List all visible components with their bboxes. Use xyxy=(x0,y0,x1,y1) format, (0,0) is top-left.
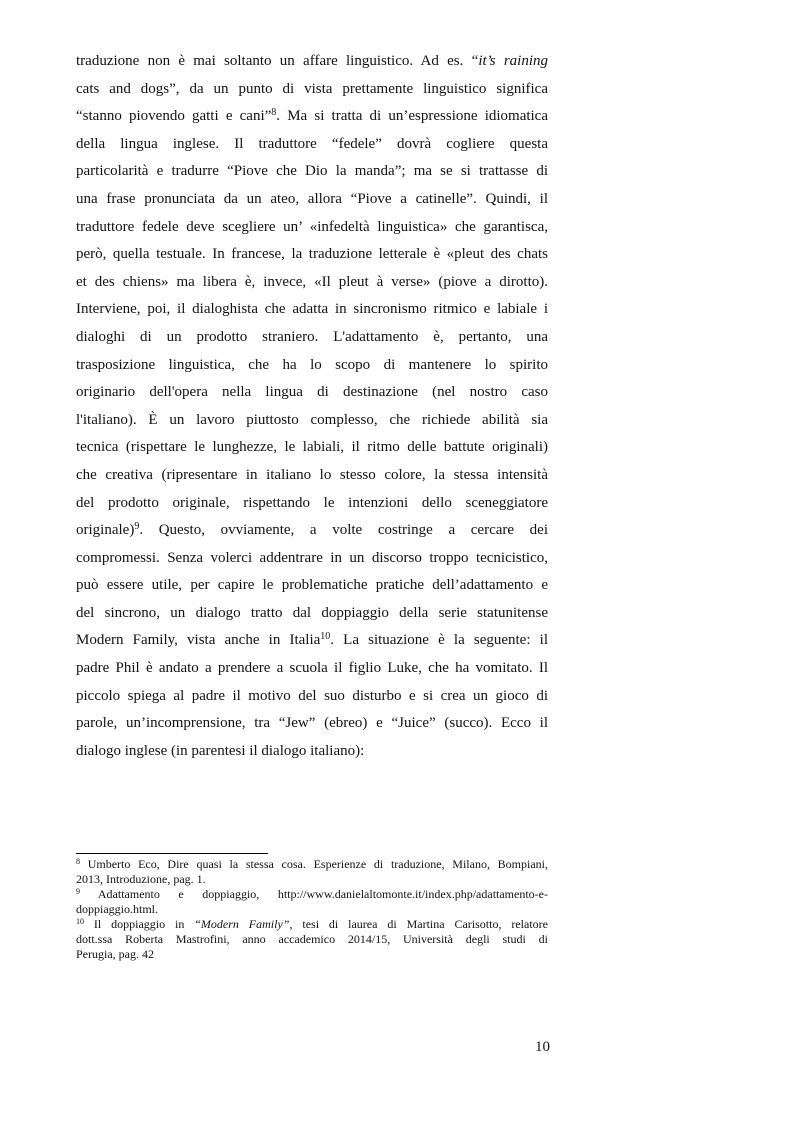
body-line: una frase pronunciata da un ateo, allora “Piove a catinelle”. Quindi, il xyxy=(76,190,548,207)
body-line: tecnica (rispettare le lunghezze, le labiali, il ritmo delle battute originali) xyxy=(76,439,548,456)
footnote-ref: 10 xyxy=(320,631,331,643)
body-line: padre Phil è andato a prendere a scuola il figlio Luke, che ha vomitato. Il xyxy=(76,660,548,677)
body-line: può essere utile, per capire le problematiche pratiche dell’adattamento e xyxy=(76,577,548,594)
body-line: Interviene, poi, il dialoghista che adatta in sincronismo ritmico e labiale i xyxy=(76,301,548,318)
footnotes xyxy=(76,853,548,962)
body-line: dialogo inglese (in parentesi il dialogo italiano): xyxy=(76,742,365,759)
body-line: che creativa (ripresentare in italiano lo stesso colore, la stessa intensità xyxy=(76,466,548,483)
body-line: et des chiens» ma libera è, invece, «Il pleut à verse» (piove a dirotto). xyxy=(76,273,548,290)
footnote-number: 9 xyxy=(76,887,80,896)
footnote-number: 10 xyxy=(76,917,84,926)
page-number: 10 xyxy=(535,1039,550,1055)
body-line: trasposizione linguistica, che ha lo scopo di mantenere lo spirito xyxy=(76,356,548,373)
body-line: originale)$^9$. Questo, ovviamente, a volte costringe a cercare dei xyxy=(76,521,548,539)
body-line: cats and dogs”, da un punto di vista prettamente linguistico significa xyxy=(76,80,548,97)
body-line: del prodotto originale, rispettando le intenzioni dello sceneggiatore xyxy=(76,494,548,511)
body-text xyxy=(76,48,548,765)
footnote-separator xyxy=(76,853,268,854)
body-line: originario dell'opera nella lingua di destinazione (nel nostro caso xyxy=(76,384,548,401)
body-line: però, quella testuale. In francese, la traduzione letterale è «pleut des chats xyxy=(76,246,548,263)
footnote-number: 8 xyxy=(76,857,80,866)
footnote-line: 2013, Introduzione, pag. 1. xyxy=(76,872,206,886)
body-line: parole, un’incomprensione, tra “Jew” (ebreo) e “Juice” (succo). Ecco il xyxy=(76,715,548,732)
body-line: compromessi. Senza volerci addentrare in un discorso troppo tecnicistico, xyxy=(76,549,548,566)
body-line: piccolo spiega al padre il motivo del suo disturbo e si crea un gioco di xyxy=(76,687,548,704)
footnote-line: $^9$ Adattamento e doppiaggio, http://www.danielaltomonte.it/index.php/adattamento-e- xyxy=(76,887,548,901)
footnote-line: $^8$ Umberto Eco, Dire quasi la stessa cosa. Esperienze di traduzione, Milano, Bompiani, xyxy=(76,857,548,871)
footnote-ref: 8 xyxy=(271,107,277,119)
body-line: l'italiano). È un lavoro piuttosto complesso, che richiede abilità sia xyxy=(76,411,548,428)
body-line: “stanno piovendo gatti e cani”$^8$. Ma si tratta di un’espressione idiomatica xyxy=(76,107,548,125)
footnote-line: doppiaggio.html. xyxy=(76,902,158,916)
body-line: dialoghi di un prodotto straniero. L'adattamento è, pertanto, una xyxy=(76,328,548,345)
body-line: Modern Family, vista anche in Italia$^{10}$. La situazione è la seguente: il xyxy=(76,631,548,649)
footnote-line: dott.ssa Roberta Mastrofini, anno accademico 2014/15, Università degli studi di xyxy=(76,932,548,946)
footnote-ref: 9 xyxy=(134,521,140,533)
footnote-line: $^{10}$ Il doppiaggio in “Modern Family”, tesi di laurea di Martina Carisotto, relatore xyxy=(76,917,548,931)
footnote-line: Perugia, pag. 42 xyxy=(76,947,154,961)
body-line: particolarità e tradurre “Piove che Dio la manda”; ma se si trattasse di xyxy=(76,163,548,180)
body-line: traduttore fedele deve scegliere un’ «infedeltà linguistica» che garantisca, xyxy=(76,218,548,235)
body-line: della lingua inglese. Il traduttore “fedele” dovrà cogliere questa xyxy=(76,135,548,152)
body-line: del sincrono, un dialogo tratto dal doppiaggio della serie statunitense xyxy=(76,604,548,621)
body-line: traduzione non è mai soltanto un affare linguistico. Ad es. “it’s raining xyxy=(76,53,548,69)
